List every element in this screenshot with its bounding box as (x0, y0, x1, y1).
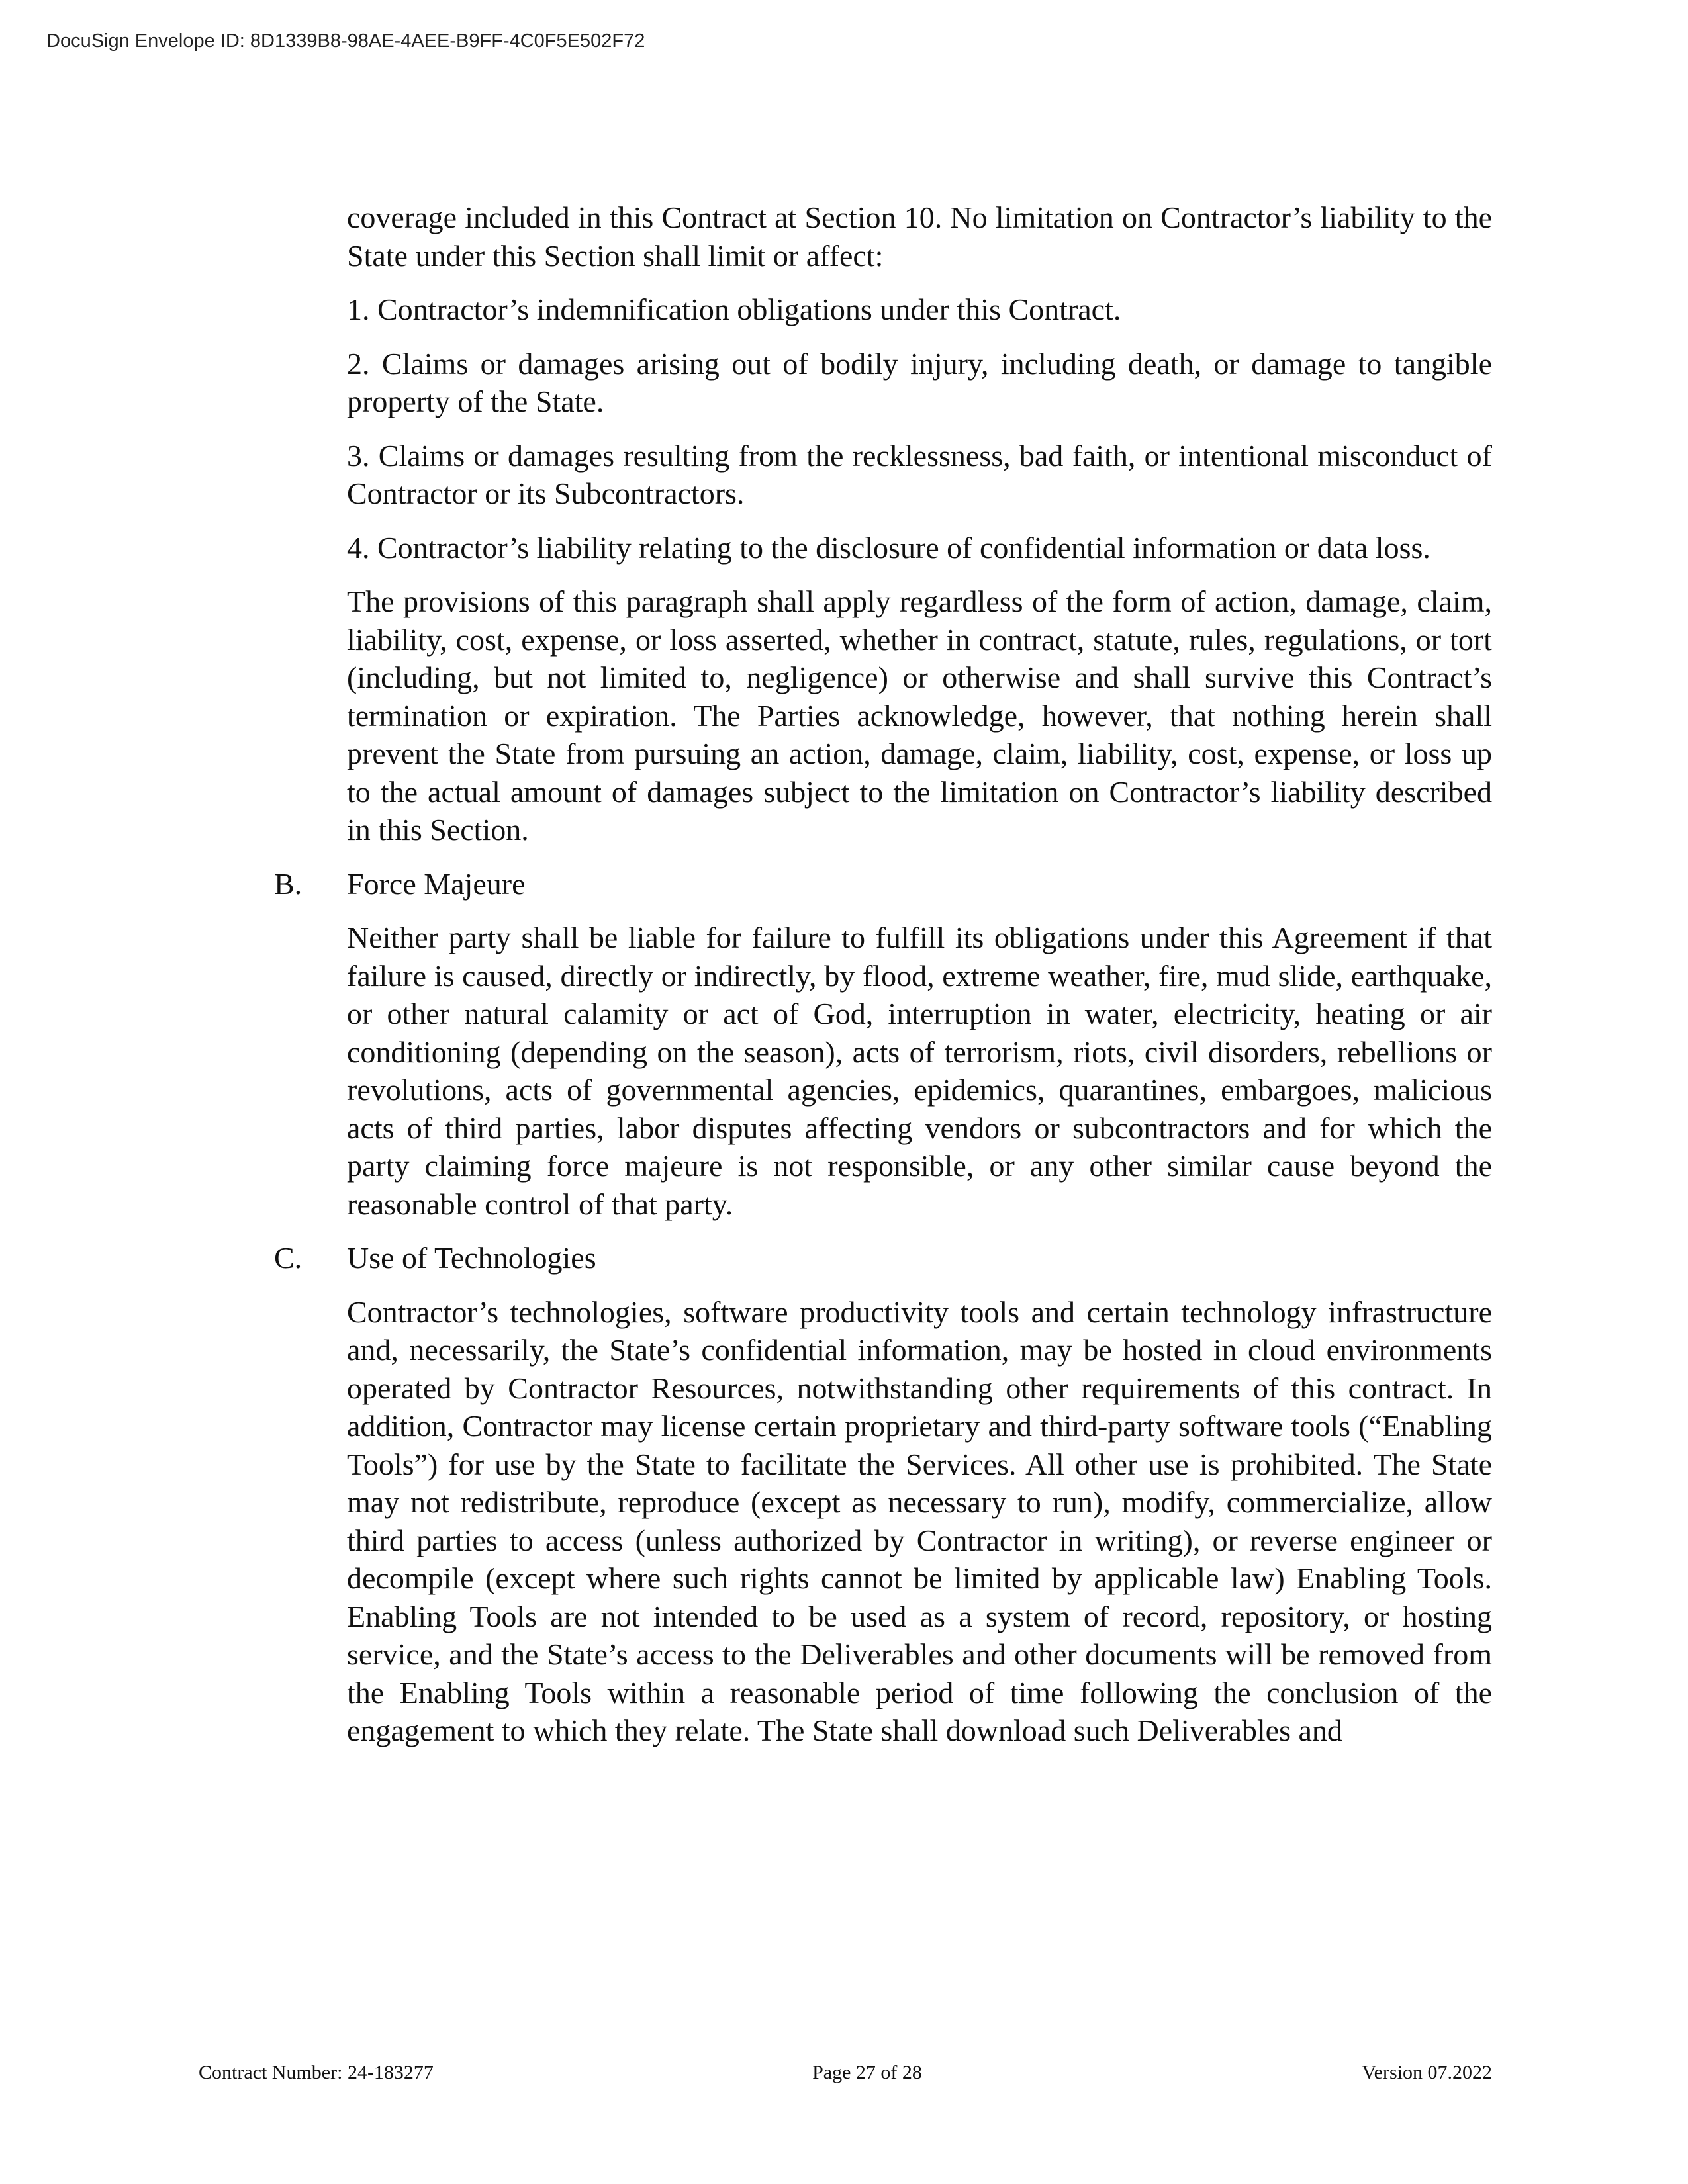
list-item-indemnification: 1. Contractor’s indemnification obligations under this Contract. (347, 293, 1121, 326)
section-title: Use of Technologies (347, 1241, 596, 1275)
section-letter: C. (274, 1241, 303, 1275)
contract-number: Contract Number: 24-183277 (199, 2062, 434, 2083)
liability-continuation-paragraph: coverage included in this Contract at Section 10. No limitation on Contractor’s liability to the State under this Section shall limit or affect: (347, 201, 1492, 273)
list-item-confidential-information: 4. Contractor’s liability relating to the disclosure of confidential information or data loss. (347, 530, 1430, 565)
page-number: Page 27 of 28 (812, 2062, 922, 2083)
list-item-bodily-injury: 2. Claims or damages arising out of bodily injury, including death, or damage to tangible property of the State. (347, 346, 1492, 418)
section-title: Force Majeure (347, 866, 526, 901)
section-heading-force-majeure (274, 865, 1492, 903)
list-item-misconduct: 3. Claims or damages resulting from the recklessness, bad faith, or intentional misconduct of Contractor or its Subcontractors. (347, 438, 1492, 510)
document-body (0, 199, 1688, 1766)
docusign-envelope-id: DocuSign Envelope ID: 8D1339B8-98AE-4AEE-B9FF-4C0F5E502F72 (46, 30, 645, 52)
use-of-technologies-paragraph: Contractor’s technologies, software productivity tools and certain technology infrastructure and, necessarily, the State’s confidential information, may be hosted in cloud environments operated by Contractor Resources, notwithstanding other requirements of this contract. In addition, Contractor may license certain proprietary and third-party software tools (“Enabling Tools”) for use by the State to facilitate the Services. All other use is prohibited. The State may not redistribute, reproduce (except as necessary to run), modify, commercialize, allow third parties to access (unless authorized by Contractor in writing), or reverse engineer or decompile (except where such rights cannot be limited by applicable law) Enabling Tools. Enabling Tools are not intended to be used as a system of record, repository, or hosting service, and the State’s access to the Deliverables and other documents will be removed from the Enabling Tools within a reasonable period of time following the conclusion of the engagement to which they relate. The State shall download such Deliverables and (347, 1295, 1492, 1747)
section-heading-use-of-technologies (274, 1239, 1492, 1277)
version-label: Version 07.2022 (1362, 2062, 1492, 2083)
provisions-paragraph: The provisions of this paragraph shall apply regardless of the form of action, damage, claim, liability, cost, expense, or loss asserted, whether in contract, statute, rules, regulations, or tort (including, but not limited to, negligence) or otherwise and shall survive this Contract’s termination or expiration. The Parties acknowledge, however, that nothing herein shall prevent the State from pursuing an action, damage, claim, liability, cost, expense, or loss up to the actual amount of damages subject to the limitation on Contractor’s liability described in this Section. (347, 584, 1492, 846)
section-letter: B. (274, 866, 303, 901)
page-footer (0, 2060, 1688, 2086)
force-majeure-paragraph: Neither party shall be liable for failure to fulfill its obligations under this Agreement if that failure is caused, directly or indirectly, by flood, extreme weather, fire, mud slide, earthquake, or other natural calamity or act of God, interruption in water, electricity, heating or air conditioning (depending on the season), acts of terrorism, riots, civil disorders, rebellions or revolutions, acts of governmental agencies, epidemics, quarantines, embargoes, malicious acts of third parties, labor disputes affecting vendors or subcontractors and for which the party claiming force majeure is not responsible, or any other similar cause beyond the reasonable control of that party. (347, 921, 1492, 1221)
